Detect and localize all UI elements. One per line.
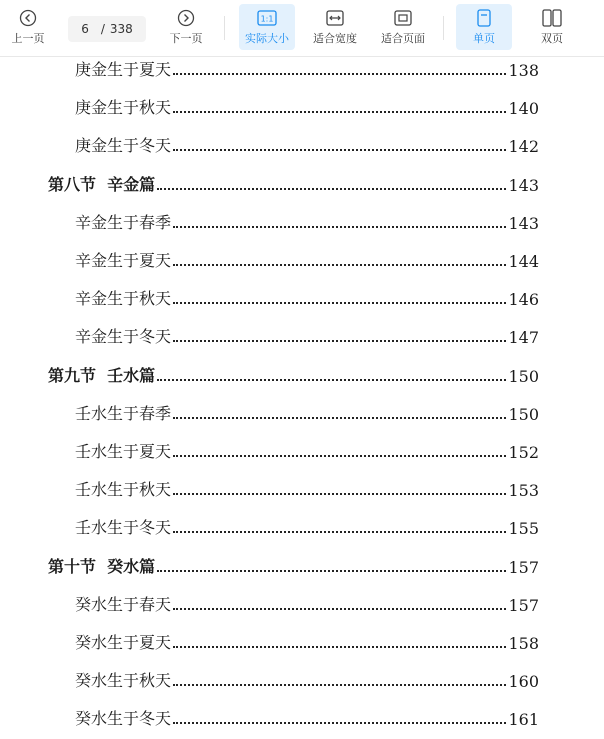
toc-leader-dots bbox=[173, 264, 506, 266]
page-indicator bbox=[68, 16, 146, 42]
toolbar-divider bbox=[443, 16, 444, 40]
toc-page-number: 142 bbox=[508, 137, 539, 157]
fit-width-button[interactable] bbox=[307, 4, 363, 50]
toc-entry-title: 第九节 壬水篇 bbox=[48, 365, 156, 385]
prev-page-label: 上一页 bbox=[11, 32, 45, 45]
fit-page-icon bbox=[394, 8, 412, 28]
chevron-left-icon bbox=[19, 8, 37, 28]
toc-entry-title: 壬水生于夏天 bbox=[75, 442, 172, 461]
double-page-button[interactable] bbox=[524, 4, 580, 50]
toc-leader-dots bbox=[173, 531, 506, 533]
toc-leader-dots bbox=[173, 417, 506, 419]
toc-entry-row bbox=[75, 474, 539, 500]
page-separator: / bbox=[100, 22, 105, 36]
toc-entry-row bbox=[75, 57, 539, 80]
toc-section-row bbox=[48, 360, 539, 386]
toc-leader-dots bbox=[157, 570, 506, 572]
toc-leader-dots bbox=[173, 340, 506, 342]
toc-entry-title: 第八节 辛金篇 bbox=[48, 174, 156, 194]
fit-width-icon bbox=[326, 8, 344, 28]
toc-entry-title: 第十节 癸水篇 bbox=[48, 556, 156, 576]
toc-entry-title: 癸水生于秋天 bbox=[75, 671, 172, 691]
toc-leader-dots bbox=[157, 379, 506, 381]
double-page-icon bbox=[542, 8, 562, 28]
toc-entry-title: 辛金生于夏天 bbox=[75, 251, 172, 270]
toc-page-number: 146 bbox=[508, 290, 539, 310]
toc-entry-row bbox=[75, 283, 539, 309]
toc-leader-dots bbox=[173, 455, 506, 457]
single-page-label: 单页 bbox=[473, 32, 495, 45]
toc-page-number: 157 bbox=[508, 557, 539, 577]
toc-entry-row bbox=[75, 589, 539, 615]
toc-page-number: 143 bbox=[508, 213, 539, 233]
toc-entry-row bbox=[75, 92, 539, 118]
toc-entry-row bbox=[75, 245, 539, 271]
toc-entry-title: 癸水生于冬天 bbox=[75, 709, 172, 729]
toc-page-number: 161 bbox=[508, 710, 539, 730]
toc-leader-dots bbox=[173, 226, 506, 228]
toc-page-number: 157 bbox=[508, 595, 539, 615]
toc-entry-title: 壬水生于春季 bbox=[75, 403, 172, 423]
toc-entry-row bbox=[75, 512, 539, 538]
document-page bbox=[0, 57, 604, 739]
toc-leader-dots bbox=[173, 111, 506, 113]
chevron-right-icon bbox=[177, 8, 195, 28]
fit-width-label: 适合宽度 bbox=[313, 32, 357, 45]
single-page-button[interactable] bbox=[456, 4, 512, 50]
toc-leader-dots bbox=[173, 722, 506, 724]
toc-section-row bbox=[48, 169, 539, 195]
toc-leader-dots bbox=[173, 73, 506, 75]
next-page-label: 下一页 bbox=[169, 32, 203, 45]
toc-entry-row bbox=[75, 130, 539, 156]
toc-page-number: 144 bbox=[508, 252, 539, 271]
page-number-input[interactable]: 6 bbox=[81, 22, 89, 36]
toc-page-number: 160 bbox=[508, 672, 539, 692]
toc-page-number: 158 bbox=[508, 634, 539, 653]
toc-entry-row bbox=[75, 207, 539, 233]
toc-page-number: 147 bbox=[508, 328, 539, 348]
fit-page-label: 适合页面 bbox=[381, 32, 425, 45]
toc-entry-title: 庚金生于秋天 bbox=[75, 98, 172, 118]
toc-entry-row bbox=[75, 703, 539, 729]
toc-entry-title: 辛金生于冬天 bbox=[75, 327, 172, 347]
toc-leader-dots bbox=[173, 646, 506, 648]
toc-entry-row bbox=[75, 436, 539, 462]
toc-section-row bbox=[48, 551, 539, 577]
fit-page-button[interactable] bbox=[375, 4, 431, 50]
toc-page-number: 153 bbox=[508, 481, 539, 501]
toc-leader-dots bbox=[173, 149, 506, 151]
actual-size-button[interactable] bbox=[239, 4, 295, 50]
actual-size-icon bbox=[257, 8, 277, 28]
toc-entry-title: 辛金生于春季 bbox=[75, 212, 172, 232]
toc-page-number: 150 bbox=[508, 366, 539, 386]
toc-page-number: 152 bbox=[508, 443, 539, 462]
toc-leader-dots bbox=[173, 684, 506, 686]
actual-size-icon-text: 1:1 bbox=[260, 14, 274, 24]
toc-entry-title: 癸水生于春天 bbox=[75, 594, 172, 614]
toolbar bbox=[0, 0, 604, 57]
toc-entry-row bbox=[75, 665, 539, 691]
toc-page-number: 138 bbox=[508, 61, 539, 80]
toolbar-divider bbox=[224, 16, 225, 40]
single-page-icon bbox=[476, 8, 492, 28]
actual-size-label: 实际大小 bbox=[245, 32, 289, 45]
toc-entry-row bbox=[75, 398, 539, 424]
toc-entry-row bbox=[75, 321, 539, 347]
double-page-label: 双页 bbox=[541, 32, 563, 45]
toc-leader-dots bbox=[173, 302, 506, 304]
toc-leader-dots bbox=[157, 188, 506, 190]
next-page-button[interactable] bbox=[162, 4, 210, 50]
toc-page-number: 143 bbox=[508, 175, 539, 195]
toc-entry-title: 辛金生于秋天 bbox=[75, 289, 172, 309]
toc-page-number: 150 bbox=[508, 404, 539, 424]
toc-entry-title: 庚金生于冬天 bbox=[75, 136, 172, 156]
prev-page-button[interactable] bbox=[4, 4, 52, 50]
toc-leader-dots bbox=[173, 608, 506, 610]
toc-entry-title: 癸水生于夏天 bbox=[75, 633, 172, 652]
toc-leader-dots bbox=[173, 493, 506, 495]
toc-entry-title: 庚金生于夏天 bbox=[75, 60, 172, 79]
toc-page-number: 155 bbox=[508, 519, 539, 539]
toc-entry-title: 壬水生于秋天 bbox=[75, 480, 172, 500]
toc-page-number: 140 bbox=[508, 99, 539, 119]
total-pages: 338 bbox=[109, 22, 133, 36]
toc-entry-row bbox=[75, 627, 539, 653]
toc-entry-title: 壬水生于冬天 bbox=[75, 518, 172, 538]
